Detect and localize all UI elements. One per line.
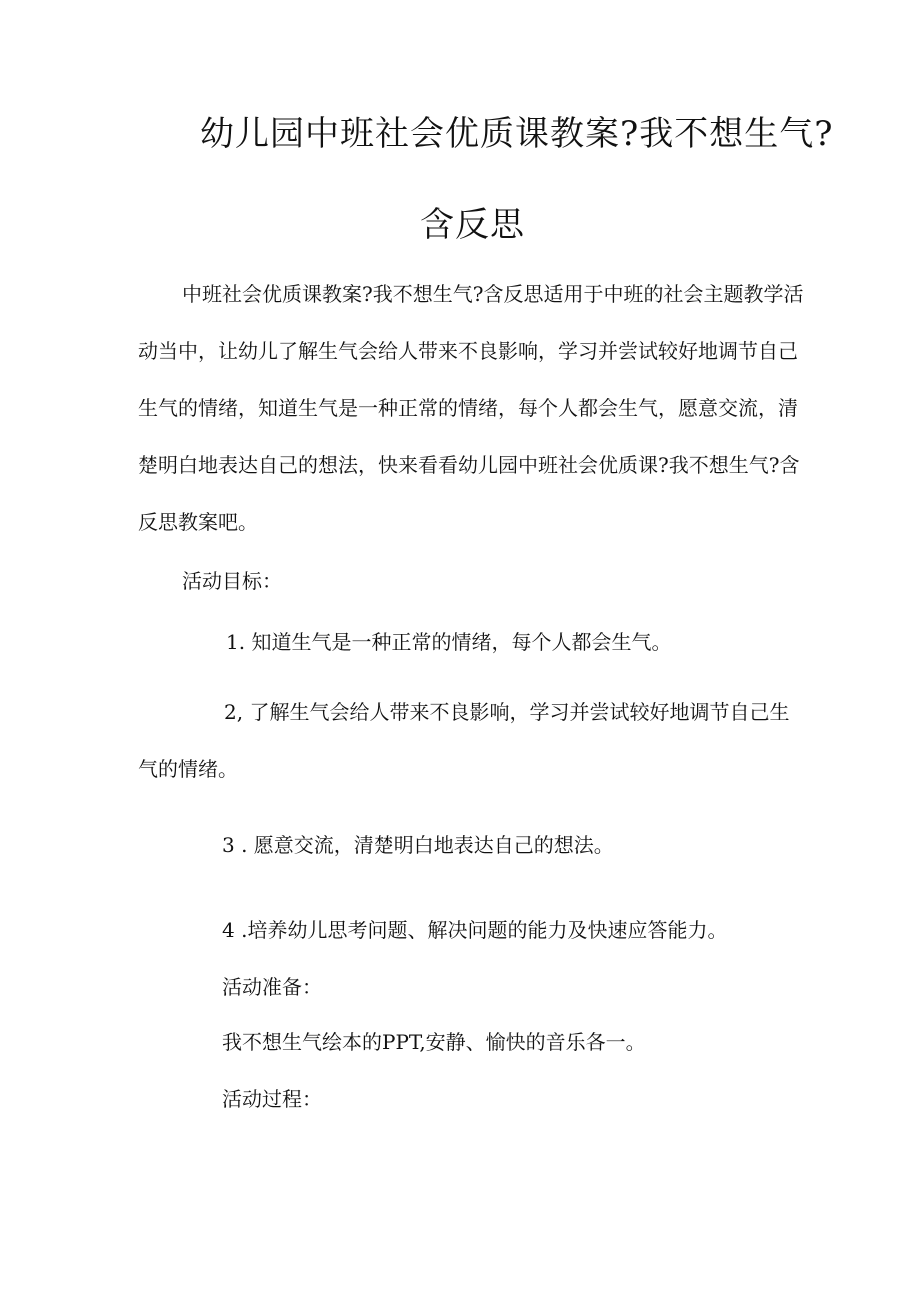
page-title-line-1: 幼儿园中班社会优质课教案?我不想生气?: [200, 114, 834, 154]
goal-item: 3 . 愿意交流，清楚明白地表达自己的想法。: [222, 833, 614, 857]
page-title-line-2: 含反思: [420, 205, 525, 245]
preparation-heading: 活动准备：: [222, 975, 322, 999]
goal-item: 2, 了解生气会给人带来不良影响，学习并尝试较好地调节自己生气的情绪。: [138, 700, 790, 781]
goal-item: 4 .培养幼儿思考问题、解决问题的能力及快速应答能力。: [222, 918, 728, 942]
goal-item: 1. 知道生气是一种正常的情绪，每个人都会生气。: [226, 630, 672, 654]
intro-paragraph: 中班社会优质课教案?我不想生气?含反思适用于中班的社会主题教学活动当中，让幼儿了解生气会给人带来不良影响，学习并尝试较好地调节自己生气的情绪，知道生气是一种正常的情绪，每个人都会生气，愿意交流，清楚明白地表达自己的想法，快来看看幼儿园中班社会优质课?我不想生气?含反思教案吧。: [138, 282, 804, 534]
goals-heading: 活动目标：: [182, 569, 282, 593]
process-heading: 活动过程：: [222, 1087, 322, 1111]
preparation-text: 我不想生气绘本的PPT,安静、愉快的音乐各一。: [222, 1030, 646, 1054]
